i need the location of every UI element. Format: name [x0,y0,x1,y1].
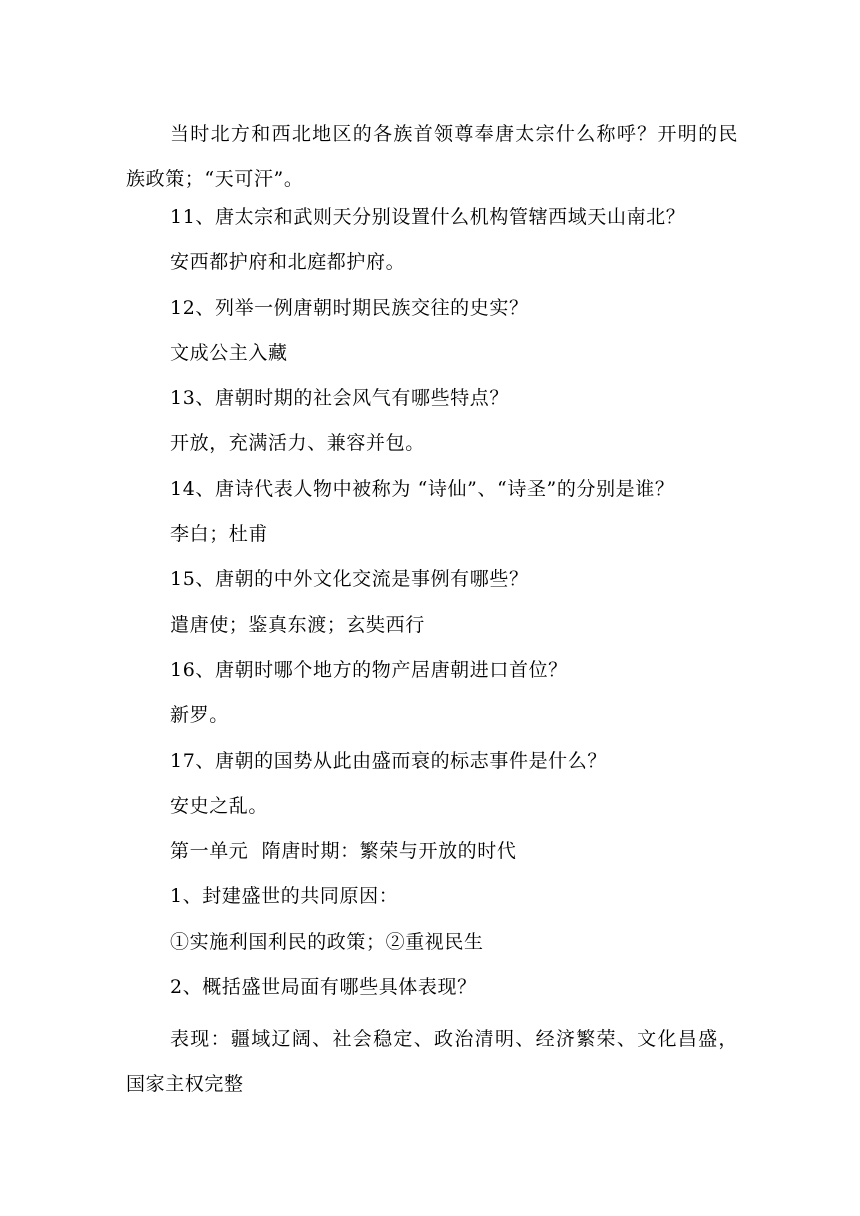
answer-1: ①实施利国利民的政策；②重视民生 [170,930,484,953]
question-13: 13、唐朝时期的社会风气有哪些特点？ [170,387,509,410]
question-14: 14、唐诗代表人物中被称为 “诗仙”、“诗圣”的分别是谁？ [170,477,675,500]
question-1: 1、封建盛世的共同原因： [170,885,399,908]
question-12: 12、列举一例唐朝时期民族交往的史实？ [170,296,529,319]
question-15: 15、唐朝的中外文化交流是事例有哪些？ [170,568,529,591]
question-16: 16、唐朝时哪个地方的物产居唐朝进口首位？ [170,658,568,681]
paragraph-tang-taizong-title: 当时北方和西北地区的各族首领尊奉唐太宗什么称呼？开明的民族政策；“天可汗”。 [126,123,738,190]
answer-14: 李白；杜甫 [170,523,269,546]
answer-12: 文成公主入藏 [170,341,288,364]
unit-heading: 第一单元 隋唐时期：繁荣与开放的时代 [170,840,517,863]
answer-17: 安史之乱。 [170,794,269,817]
document-page [126,112,738,1107]
answer-11: 安西都护府和北庭都护府。 [170,251,406,274]
answer-2: 表现：疆域辽阔、社会稳定、政治清明、经济繁荣、文化昌盛，国家主权完整 [126,1028,738,1096]
question-11: 11、唐太宗和武则天分别设置什么机构管辖西域天山南北？ [170,206,686,228]
question-17: 17、唐朝的国势从此由盛而衰的标志事件是什么？ [170,749,607,772]
answer-16: 新罗。 [170,704,229,727]
answer-15: 遣唐使；鉴真东渡；玄奘西行 [170,613,425,636]
answer-13: 开放，充满活力、兼容并包。 [170,432,425,455]
question-2: 2、概括盛世局面有哪些具体表现？ [170,976,477,999]
